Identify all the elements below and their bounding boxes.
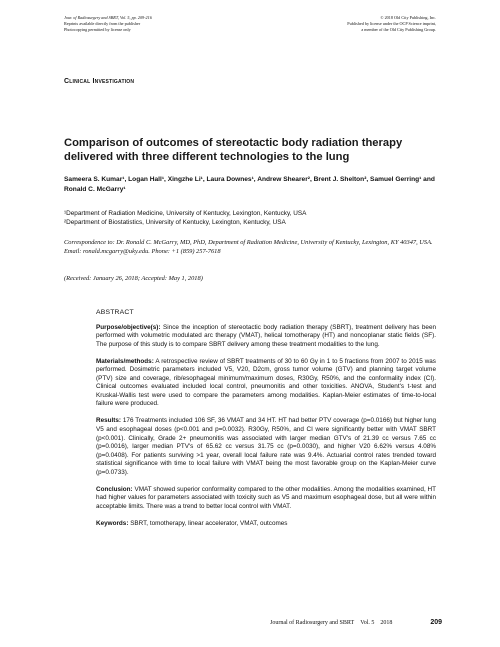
page-footer [270, 619, 442, 626]
affiliations [64, 209, 436, 227]
abstract-methods-text: A retrospective review of SBRT treatments of 30 to 60 Gy in 1 to 5 fractions from 2007 to 2015 was performed. Dosimetric parameters included V5, V20, D2cm, gross tumor volume (GTV) and planning target volume (PTV) size and coverage, rib/esophageal minimum/maximum doses, R30Gy, R50%, and the conformality index (CI). Clinical outcomes evaluated included local control, pneumonitis and other toxicities. ANOVA, Student's t-test and Kruskal-Wallis test were used to compare the parameters among modalities. Kaplan-Meier estimates of time-to-local failure were produced. [96, 357, 436, 408]
footer-year: 2018 [380, 620, 393, 626]
header-publisher-group: a member of the Old City Publishing Group. [361, 27, 436, 32]
footer-page-number: 209 [430, 619, 442, 626]
header-photocopy-note: Photocopying permitted by license only [64, 27, 131, 32]
abstract-conclusion-label: Conclusion: [96, 485, 133, 493]
abstract-purpose [96, 324, 436, 350]
header-reprints-note: Reprints available directly from the publisher [64, 21, 141, 26]
header-copyright: © 2018 Old City Publishing, Inc. [380, 15, 436, 20]
abstract-results [96, 417, 436, 477]
abstract-results-label: Results: [96, 417, 122, 425]
abstract-conclusion [96, 486, 436, 512]
abstract-heading: ABSTRACT [96, 309, 134, 316]
section-label: Clinical Investigation [64, 78, 135, 85]
header-journal-info [64, 15, 244, 33]
abstract-keywords-text: SBRT, tomotherapy, linear accelerator, VMAT, outcomes [130, 519, 288, 527]
affiliation-1: ¹Department of Radiation Medicine, University of Kentucky, Lexington, Kentucky, USA [64, 210, 307, 217]
header-journal-citation: Jour. of Radiosurgery and SBRT, Vol. 5, pp. 209-216 [64, 15, 152, 20]
abstract-purpose-text: Since the inception of stereotactic body radiation therapy (SBRT), treatment delivery has been performed with volumetric modulated arc therapy (VMAT), helical tomotherapy (HT) and noncoplanar static fields (SF). The purpose of this study is to compare SBRT delivery among these treatment modalities to the lung. [96, 323, 436, 348]
footer-journal-name: Journal of Radiosurgery and SBRT [270, 620, 355, 626]
abstract-purpose-label: Purpose/objective(s): [96, 323, 161, 331]
header-license: Published by license under the OCP Science imprint, [347, 21, 436, 26]
abstract-keywords-label: Keywords: [96, 519, 129, 527]
author-list: Sameera S. Kumar¹, Logan Hall¹, Xingzhe Li¹, Laura Downes¹, Andrew Shearer², Brent J. Shelton², Samuel Gerring¹ and Ronald C. McGarry¹ [64, 176, 435, 193]
affiliation-2: ²Department of Biostatistics, University of Kentucky, Lexington, Kentucky, USA [64, 219, 286, 226]
abstract-methods-label: Materials/methods: [96, 357, 154, 365]
abstract-keywords [96, 520, 436, 529]
correspondence-note: Correspondence to: Dr. Ronald C. McGarry, MD, PhD, Department of Radiation Medicine, University of Kentucky, Lexington, KY 40347, USA. Email: ronald.mcgarry@uky.edu. Phone: +1 (859) 257-7618 [64, 239, 433, 255]
abstract-conclusion-text: VMAT showed superior conformality compared to the other modalities. Among the modalities examined, HT had higher values for parameters associated with toxicity such as V5 and maximum esophageal dose, but all were within acceptable limits. There was a trend to better local control with VMAT. [96, 485, 436, 510]
received-dates: (Received: January 26, 2018; Accepted: May 1, 2018) [64, 275, 203, 282]
abstract-methods [96, 358, 436, 409]
abstract-block [96, 309, 436, 537]
abstract-results-text: 176 Treatments included 106 SF, 36 VMAT and 34 HT. HT had better PTV coverage (p=0.0166) but higher lung V5 and esophageal doses (p<0.001 and p=0.0032). R30Gy, R50%, and CI were significantly better with VMAT SBRT (p<0.001). Clinically, Grade 2+ pneumonitis was associated with larger median GTV's of 21.39 cc versus 7.65 cc (p=0.0016), larger median PTV's of 65.62 cc versus 31.75 cc (p=0.0030), and higher V20 6.62% versus 4.08% (p=0.0408). For patients surviving >1 year, overall local failure rate was 9.4%. Actuarial control rates trended toward statistical significance with time to local failure with VMAT being the most favorable group on the Kaplan-Meier curve (p=0.0733). [96, 417, 437, 476]
header-publisher-info [236, 15, 436, 33]
article-title: Comparison of outcomes of stereotactic body radiation therapy delivered with three different technologies to the lung [64, 137, 403, 163]
footer-volume: Vol. 5 [360, 620, 375, 626]
